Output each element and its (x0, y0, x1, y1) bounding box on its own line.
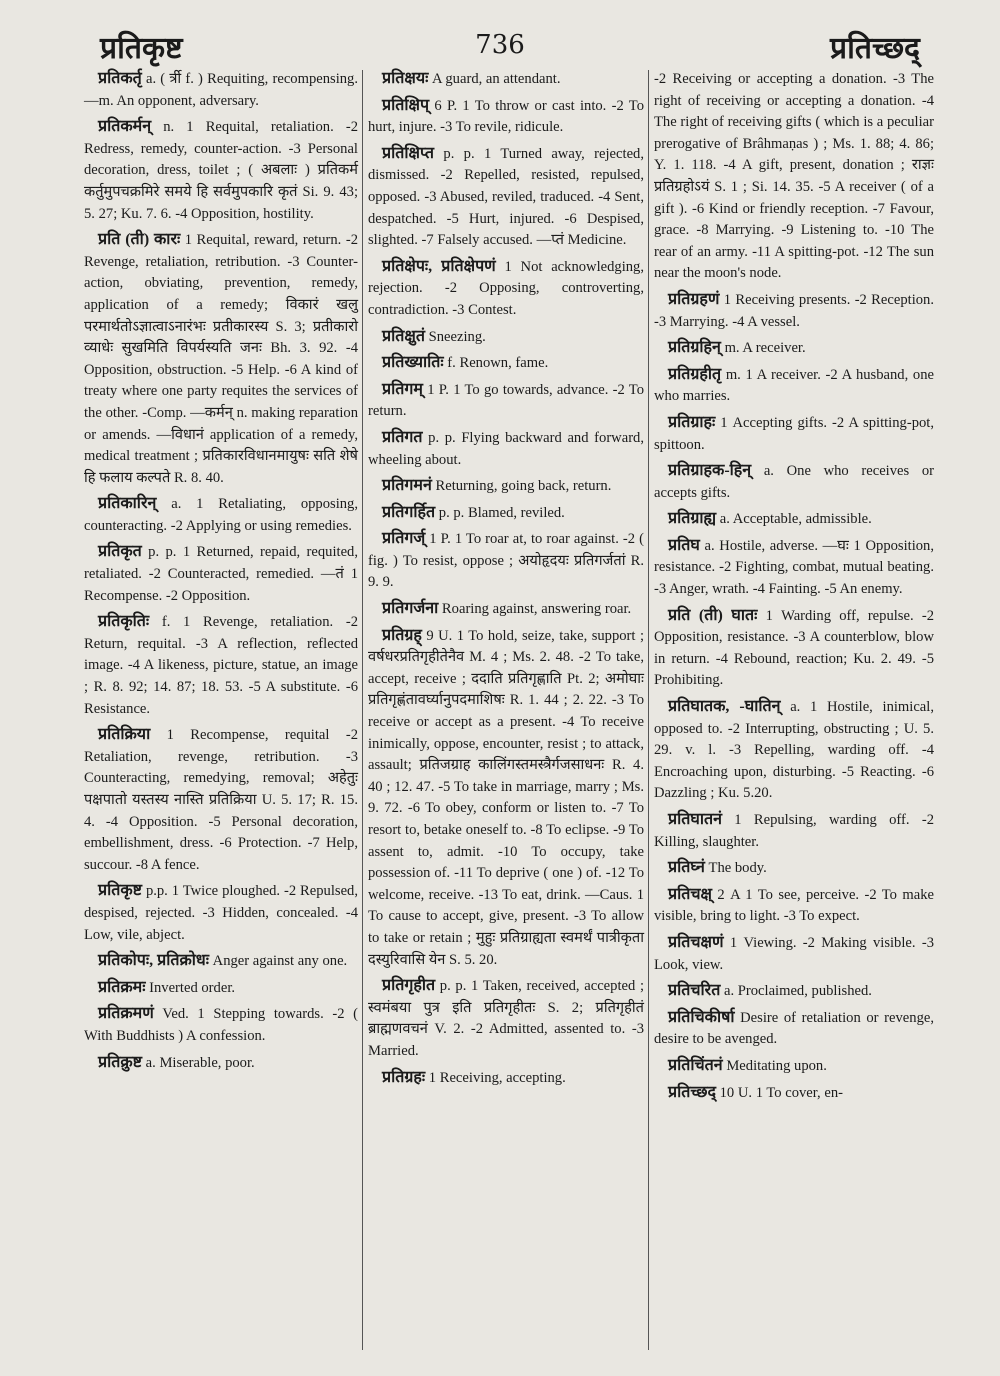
dictionary-entry (368, 326, 644, 349)
entry-headword: प्रतिगर्जना (382, 600, 439, 618)
entry-definition: f. 1 Revenge, retaliation. -2 Return, requital. -3 A reflection, reflected image. -4 A likeness, picture, statue, an image ; R. 8. 92; 14. 87; 18. 53. -5 A substitute. -6 Resistance. (84, 614, 358, 717)
dictionary-entry (84, 611, 358, 720)
entry-definition: p.p. 1 Twice ploughed. -2 Repulsed, despised, rejected. -3 Hidden, concealed. -4 Low, vile, abject. (84, 883, 358, 943)
dictionary-entry (368, 975, 644, 1062)
dictionary-entry (368, 502, 644, 525)
entry-headword: प्रतिग्रहिन् (668, 339, 721, 357)
entry-headword: प्रतिगृहीत (382, 977, 436, 995)
entry-definition: Returning, going back, return. (431, 478, 612, 495)
entry-headword: प्रतिगत (382, 428, 423, 446)
entry-definition: m. 1 A receiver. -2 A husband, one who marries. (654, 366, 934, 405)
dictionary-entry (368, 379, 644, 423)
entry-definition: 1 Repulsing, warding off. -2 Killing, slaughter. (654, 812, 934, 850)
dictionary-entry (368, 256, 644, 322)
column-3 (654, 68, 934, 1108)
header-left-guide-word: प्रतिकृष्ट (100, 31, 183, 66)
entry-definition: p. p. Flying backward and forward, wheeling about. (368, 429, 644, 468)
page-number: 736 (475, 30, 525, 60)
entry-headword: प्रतिचिंतनं (668, 1056, 723, 1074)
dictionary-entry (84, 977, 358, 1000)
page-header (0, 26, 1000, 70)
entry-definition: a. 1 Hostile, inimical, opposed to. -2 Interrupting, obstructing ; U. 5. 29. v. l. -3 Repelling, warding off. -4 Encroaching upon, disturbing. -5 Reacting. -6 Dazzling ; Ku. 5.20. (654, 699, 934, 802)
entry-headword: प्रतिघ्नं (668, 859, 705, 877)
column-2 (368, 68, 644, 1093)
dictionary-entry (654, 412, 934, 456)
entry-definition: 1 Viewing. -2 Making visible. -3 Look, view. (654, 934, 934, 973)
entry-definition: a. Acceptable, admissible. (716, 511, 872, 528)
entry-headword: प्रतिक्रुष्ट (98, 1053, 143, 1071)
entry-definition: a. Miserable, poor. (142, 1054, 255, 1071)
entry-definition: p. p. 1 Taken, received, accepted ; स्वमंबया पुत्र इति प्रतिगृहीतः S. 2; प्रतिगृहीतं ब्राह्मणवचनं V. 2. -2 Admitted, assented to. -3 Married. (368, 978, 644, 1059)
entry-definition: 1 Recompense, requital -2 Retaliation, revenge, retribution. -3 Counteracting, remedying, removal; अहेतुः पक्षपातो यस्तस्य नास्ति प्रतिक्रिया U. 5. 17; R. 15. 4. -4 Opposition. -5 Personal decoration, embellishment, dress. -6 Protection. -7 Help, succour. -8 A fence. (84, 727, 358, 873)
dictionary-entry (368, 427, 644, 471)
entry-headword: प्रतिक्षयः (382, 70, 429, 87)
dictionary-entry (654, 1082, 934, 1105)
dictionary-entry (84, 116, 358, 225)
dictionary-entry (654, 68, 934, 285)
entry-headword: प्रतिक्षिप् (382, 96, 430, 114)
entry-headword: प्रतिघातनं (668, 811, 722, 828)
dictionary-entry (654, 508, 934, 531)
entry-definition: n. 1 Requital, retaliation. -2 Redress, remedy, counter-action. -3 Personal decoration, dress, toilet ; ( अबलाः ) प्रतिकर्म कर्तुमुपचक्रमिरे समये हि सर्वमुपकारि कृतं Si. 9. 43; 5. 27; Ku. 7. 6. -4 Opposition, hostility. (84, 119, 358, 222)
entry-headword: प्रतिगमनं (382, 477, 432, 495)
entry-headword: प्रतिच्छद् (668, 1083, 716, 1101)
entry-headword: प्रतिक्रमः (98, 978, 146, 996)
dictionary-entry (368, 143, 644, 252)
entry-definition: 1 P. 1 To roar at, to roar against. -2 ( fig. ) To resist, oppose ; अयोहृदयः प्रतिगर्जतां R. 9. 9. (368, 531, 644, 591)
dictionary-entry (84, 1052, 358, 1075)
header-right-guide-word: प्रतिच्छद् (830, 31, 920, 66)
entry-definition: Meditating upon. (722, 1057, 827, 1074)
dictionary-entry (654, 1007, 934, 1051)
entry-definition: 1 Accepting gifts. -2 A spitting-pot, spittoon. (654, 414, 934, 453)
entry-headword: प्रतिघ (668, 536, 700, 554)
entry-headword: प्रतिकर्मन् (98, 118, 152, 136)
dictionary-entry (654, 809, 934, 853)
dictionary-entry (368, 625, 644, 972)
entry-definition: 1 Not acknowledging, rejection. -2 Opposing, controverting, contradiction. -3 Contest. (368, 258, 644, 318)
entry-headword: प्रतिकृतिः (98, 613, 150, 631)
dictionary-entry (654, 857, 934, 880)
entry-definition: a. Hostile, adverse. —घः 1 Opposition, resistance. -2 Fighting, combat, mutual beating. -3 Anger, wrath. -4 Fainting. -5 An enemy. (654, 537, 934, 598)
entry-definition: a. ( र्त्री f. ) Requiting, recompensing. —m. An opponent, adversary. (84, 71, 358, 109)
entry-definition: 1 Receiving presents. -2 Reception. -3 Marrying. -4 A vessel. (654, 291, 934, 330)
dictionary-entry (368, 352, 644, 375)
entry-headword: प्रति (ती) घातः (668, 606, 758, 624)
dictionary-entry (368, 528, 644, 594)
entry-headword: प्रतिगर्ज् (382, 530, 426, 548)
dictionary-entry (84, 950, 358, 973)
dictionary-entry (654, 289, 934, 333)
dictionary-entry (368, 95, 644, 139)
column-1 (84, 68, 358, 1078)
dictionary-entry (84, 493, 358, 537)
dictionary-entry (654, 460, 934, 504)
dictionary-entry (84, 68, 358, 112)
entry-headword: प्रतिगम् (382, 380, 423, 398)
entry-headword: प्रतिग्राह्य (668, 510, 717, 528)
entry-definition: Anger against any one. (209, 953, 348, 970)
dictionary-entry (654, 535, 934, 601)
entry-headword: प्रतिचक्ष् (668, 885, 713, 903)
entry-definition: Desire of retaliation or revenge, desire to be avenged. (654, 1009, 934, 1048)
entry-headword: प्रतिगर्हित (382, 503, 436, 521)
dictionary-entry (368, 598, 644, 621)
dictionary-entry (84, 541, 358, 607)
dictionary-entry (654, 605, 934, 692)
entry-headword: प्रतिग्रहः (382, 1068, 426, 1086)
entry-headword: प्रतिक्रमणं (98, 1005, 154, 1023)
entry-headword: प्रतिक्षिप्त (382, 144, 435, 162)
dictionary-entry (84, 229, 358, 489)
entry-headword: प्रतिक्षेपः, प्रतिक्षेपणं (382, 257, 496, 275)
entry-definition: Roaring against, answering roar. (438, 601, 632, 618)
entry-headword: प्रति (ती) कारः (98, 231, 181, 249)
entry-headword: प्रतिकारिन् (98, 495, 157, 513)
dictionary-entry (654, 980, 934, 1003)
entry-headword: प्रतिघातक, -घातिन् (668, 698, 781, 716)
column-divider (648, 70, 649, 1350)
dictionary-entry (368, 68, 644, 91)
dictionary-entry (84, 880, 358, 946)
entry-headword: प्रतिग्राहक-हिन् (668, 462, 752, 480)
dictionary-entry (654, 932, 934, 976)
dictionary-entry (84, 724, 358, 876)
entry-definition: 10 U. 1 To cover, en- (715, 1084, 843, 1101)
entry-definition: 1 Requital, reward, return. -2 Revenge, retaliation, retribution. -3 Counter-action, obviating, prevention, remedy, application of a remedy; विकारं खलु परमार्थतोऽज्ञात्वाऽनारंभः प्रतीकारस्य S. 3; प्रतीकारो व्याधेः सुखमिति विपर्यस्यति जनः Bh. 3. 92. -4 Opposition, obstruction. -5 Help. -6 A kind of treaty where one party requites the services of the other. -Comp. —कर्मन् n. making reparation or amends. —विधानं application of a remedy, medical treatment ; प्रतिकारविधानमायुषः सति शेषे हि फलाय कल्पते R. 8. 40. (84, 232, 358, 486)
entry-definition: -2 Receiving or accepting a donation. -3 The right of receiving or accepting a donation. -4 The right of receiving gifts ( which is a peculiar prerogative of Brâhmaṇas ) ; Ms. 1. 88; 4. 86; Y. 1. 118. -4 A gift, present, donation ; राज्ञः प्रतिग्रहोऽयं S. 1 ; Si. 14. 35. -5 A receiver ( of a gift ). -6 Kind or friendly reception. -7 Favour, grace. -8 Marrying. -9 Listening to. -10 The rear of an army. -11 A spitting-pot. -12 The sun near the moon's node. (654, 71, 934, 282)
entry-definition: p. p. 1 Turned away, rejected, dismissed. -2 Repelled, resisted, repulsed, opposed. -3 Abused, reviled, traduced. -4 Sent, despatched. -5 Hurt, injured. -6 Despised, slighted. -7 Falsely accused. —प्तं Medicine. (368, 145, 644, 249)
entry-definition: 9 U. 1 To hold, seize, take, support ; वर्षधरप्रतिगृहीतेनैव M. 4 ; Ms. 2. 48. -2 To take, accept, receive ; ददाति प्रतिगृह्णाति Pt. 2; अमोघाः प्रतिगृह्णंतावर्घ्यानुपदमाशिषः R. 1. 44 ; 2. 22. -3 To receive or accept as a present. -4 To receive inimically, oppose, encounter, resist ; to attack, assault; प्रतिजग्राह कालिंगस्तमस्त्रैर्गजसाधनः R. 4. 40 ; 12. 47. -5 To take in marriage, marry ; Ms. 9. 72. -6 To obey, conform or listen to. -7 To resort to, betake oneself to. -8 To eclipse. -9 To assent to, admit. -10 To occupy, take possession of. -11 To deprive ( one ) of. -12 To welcome, receive. -13 To eat, drink. —Caus. 1 To cause to accept, give, present. -3 To allow to take or retain ; मुहुः प्रतिग्राह्यता स्वमर्थं पात्रीकृता दस्युरिवासि येन S. 5. 20. (368, 627, 644, 968)
dictionary-entry (368, 1067, 644, 1090)
entry-definition: Inverted order. (145, 979, 236, 996)
entry-definition: m. A receiver. (720, 340, 806, 357)
entry-headword: प्रतिचक्षणं (668, 933, 724, 951)
entry-headword: प्रतिकृष्ट (98, 882, 143, 900)
entry-headword: प्रतिग्रहीतृ (668, 365, 722, 383)
entry-definition: 1 P. 1 To go towards, advance. -2 To return. (368, 381, 644, 420)
dictionary-entry (654, 696, 934, 805)
entry-definition: 1 Receiving, accepting. (425, 1069, 566, 1086)
entry-definition: p. p. 1 Returned, repaid, requited, retaliated. -2 Counteracted, remedied. —तं 1 Recompense. -2 Opposition. (84, 544, 358, 604)
entry-headword: प्रतिग्रह् (382, 626, 422, 644)
entry-headword: प्रतिचरित (668, 982, 721, 1000)
column-divider (362, 70, 363, 1350)
entry-headword: प्रतिग्रहणं (668, 290, 720, 308)
entry-definition: a. 1 Retaliating, opposing, counteracting. -2 Applying or using remedies. (84, 496, 358, 534)
dictionary-entry (654, 337, 934, 360)
entry-definition: 1 Warding off, repulse. -2 Opposition, resistance. -3 A counterblow, blow in return. -4 Rebound, reaction; Ku. 2. 49. -5 Prohibiting. (654, 607, 934, 689)
entry-headword: प्रतिकर्तृ (98, 70, 142, 87)
entry-definition: 2 A 1 To see, perceive. -2 To make visible, bring to light. -3 To expect. (654, 886, 934, 925)
entry-headword: प्रतिग्राहः (668, 413, 716, 431)
entry-definition: f. Renown, fame. (443, 355, 549, 372)
entry-definition: 6 P. 1 To throw or cast into. -2 To hurt, injure. -3 To revile, ridicule. (368, 97, 644, 136)
entry-headword: प्रतिक्षुतं (382, 327, 425, 345)
entry-definition: a. Proclaimed, published. (720, 983, 872, 1000)
entry-headword: प्रतिकोपः, प्रतिक्रोधः (98, 952, 209, 970)
entry-definition: Sneezing. (424, 328, 486, 345)
dictionary-entry (654, 1055, 934, 1078)
dictionary-entry (654, 884, 934, 928)
entry-headword: प्रतिक्रिया (98, 726, 151, 744)
entry-definition: A guard, an attendant. (428, 71, 561, 87)
entry-definition: p. p. Blamed, reviled. (435, 504, 565, 521)
entry-headword: प्रतिचिकीर्षा (668, 1008, 735, 1026)
entry-definition: a. One who receives or accepts gifts. (654, 463, 934, 501)
entry-headword: प्रतिख्यातिः (382, 354, 444, 372)
dictionary-entry (368, 475, 644, 498)
entry-definition: The body. (704, 860, 767, 877)
entry-headword: प्रतिकृत (98, 543, 142, 561)
dictionary-entry (654, 364, 934, 408)
dictionary-entry (84, 1003, 358, 1047)
entry-definition: Ved. 1 Stepping towards. -2 ( With Buddhists ) A confession. (84, 1006, 358, 1044)
